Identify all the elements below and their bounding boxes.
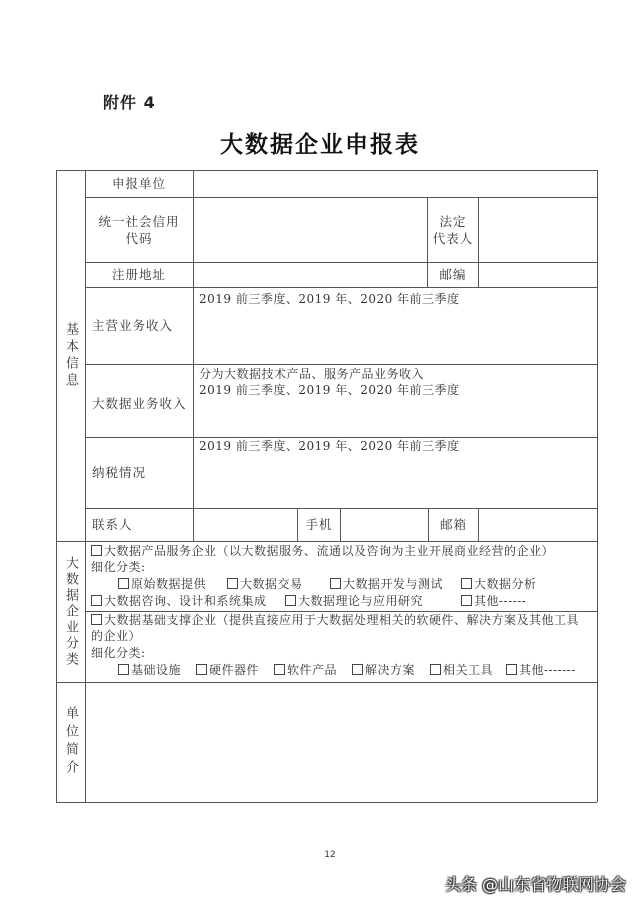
bigdata-revenue-label: 大数据业务收入 <box>92 395 187 411</box>
section-divider <box>56 541 597 542</box>
contact-label: 联系人 <box>92 517 133 532</box>
contact-field[interactable] <box>194 508 297 541</box>
tax-note: 2019 前三季度、2019 年、2020 年前三季度 <box>199 439 460 453</box>
checkbox-bigdata-support-enterprise[interactable]: 大数据基础支撑企业（提供直接应用于大数据处理相关的软硬件、解决方案及其他工具 <box>91 612 579 628</box>
email-field[interactable] <box>479 508 597 541</box>
checkbox-icon <box>91 545 102 556</box>
checkbox-bigdata-analysis[interactable]: 大数据分析 <box>461 576 537 592</box>
service-subcategory-label: 细化分类: <box>91 560 146 574</box>
checkbox-icon <box>118 664 129 675</box>
support-label-continued: 的企业） <box>91 629 142 643</box>
attachment-label: 附件 4 <box>103 93 156 112</box>
bigdata-revenue-period: 2019 前三季度、2019 年、2020 年前三季度 <box>199 383 460 397</box>
checkbox-bigdata-service-enterprise[interactable]: 大数据产品服务企业（以大数据服务、流通以及咨询为主业开展商业经营的企业） <box>91 543 554 559</box>
watermark: 头条 @山东省物联网协会 <box>444 875 626 894</box>
checkbox-icon <box>352 664 363 675</box>
bigdata-revenue-field[interactable] <box>194 364 597 437</box>
page-number: 12 <box>324 850 336 860</box>
checkbox-infrastructure[interactable]: 基础设施 <box>118 662 181 678</box>
checkbox-icon <box>118 578 129 589</box>
email-label: 邮箱 <box>439 517 467 532</box>
legal-rep-label: 法定 代表人 <box>432 213 474 246</box>
phone-label: 手机 <box>305 517 333 532</box>
postcode-label: 邮编 <box>439 267 467 282</box>
checkbox-icon <box>461 578 472 589</box>
phone-field[interactable] <box>341 508 428 541</box>
tax-label: 纳税情况 <box>92 465 147 480</box>
applicant-label: 申报单位 <box>111 176 166 191</box>
support-subcategory-label: 细化分类: <box>91 646 146 660</box>
postcode-field[interactable] <box>479 262 597 287</box>
checkbox-icon <box>330 578 341 589</box>
checkbox-icon <box>506 664 517 675</box>
checkbox-solutions[interactable]: 解决方案 <box>352 662 415 678</box>
legal-rep-field[interactable] <box>479 197 597 262</box>
section-label-basic-info: 基本信息 <box>63 321 78 390</box>
applicant-field[interactable] <box>194 170 597 197</box>
checkbox-icon <box>461 595 472 606</box>
checkbox-related-tools[interactable]: 相关工具 <box>430 662 493 678</box>
checkbox-consulting-integration[interactable]: 大数据咨询、设计和系统集成 <box>91 593 267 609</box>
checkbox-icon <box>91 614 102 625</box>
checkbox-support-other[interactable]: 其他------- <box>506 662 576 678</box>
checkbox-icon <box>91 595 102 606</box>
checkbox-icon <box>430 664 441 675</box>
table-border-right <box>597 170 598 802</box>
checkbox-software[interactable]: 软件产品 <box>274 662 337 678</box>
address-field[interactable] <box>194 262 427 287</box>
checkbox-bigdata-dev-testing[interactable]: 大数据开发与测试 <box>330 576 443 592</box>
main-revenue-note: 2019 前三季度、2019 年、2020 年前三季度 <box>199 292 460 306</box>
checkbox-icon <box>274 664 285 675</box>
main-revenue-field[interactable] <box>194 287 597 364</box>
form-title: 大数据企业申报表 <box>220 132 420 158</box>
checkbox-raw-data-provision[interactable]: 原始数据提供 <box>118 576 206 592</box>
main-revenue-label: 主营业务收入 <box>92 318 174 333</box>
checkbox-theory-research[interactable]: 大数据理论与应用研究 <box>285 593 423 609</box>
credit-code-field[interactable] <box>194 197 427 262</box>
table-border-bottom <box>56 802 597 803</box>
address-label: 注册地址 <box>111 267 166 282</box>
section-label-category: 大数据企业分类 <box>63 555 78 668</box>
company-intro-field[interactable] <box>86 683 597 802</box>
section-label-intro: 单位简介 <box>63 706 78 778</box>
checkbox-hardware[interactable]: 硬件器件 <box>196 662 259 678</box>
tax-field[interactable] <box>194 437 597 508</box>
checkbox-service-other[interactable]: 其他------ <box>461 593 526 609</box>
credit-code-label: 统一社会信用 代码 <box>98 213 180 246</box>
bigdata-revenue-note: 分为大数据技术产品、服务产品业务收入 <box>199 367 425 381</box>
checkbox-icon <box>227 578 238 589</box>
checkbox-bigdata-trading[interactable]: 大数据交易 <box>227 576 303 592</box>
checkbox-icon <box>196 664 207 675</box>
checkbox-icon <box>285 595 296 606</box>
